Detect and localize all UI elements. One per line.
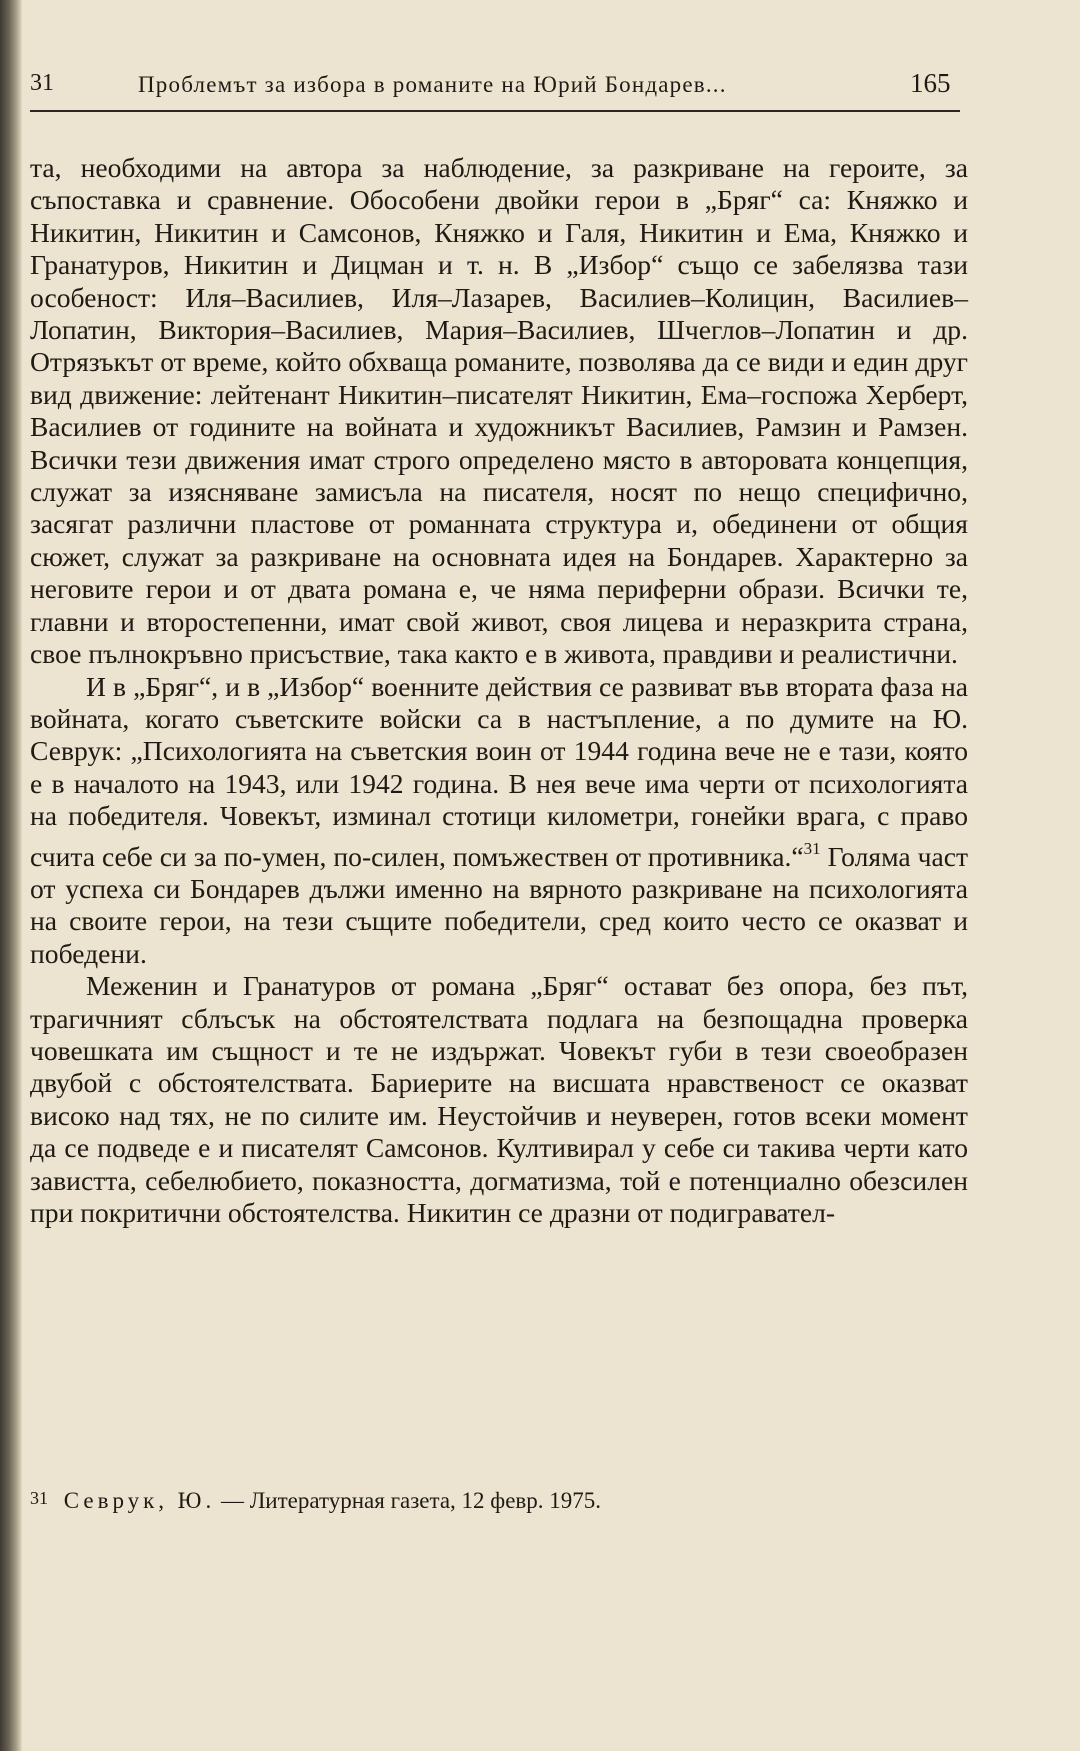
- footnote: [30, 1488, 960, 1514]
- book-page: [30, 0, 1066, 1751]
- body-text: [30, 152, 968, 1229]
- book-spine-shadow: [0, 0, 22, 1751]
- paragraph-1: та, необходими на автора за наблюдение, за разкриване на героите, за съпоставка и сравнение. Обособени двойки герои в „Бряг“ са: Княжко и Никитин, Никитин и Самсонов, Княжко и Галя, Никитин и Ема, Княжко и Гранатуров, Никитин и Дицман и т. н. В „Избор“ също се забелязва тази особеност: Иля–Василиев, Иля–Лазарев, Василиев–Колицин, Василиев–Лопатин, Виктория–Василиев, Мария–Василиев, Шчеглов–Лопатин и др. Отрязъкът от време, който обхваща романите, позволява да се види и един друг вид движение: лейтенант Никитин–писателят Никитин, Ема–госпожа Херберт, Василиев от годините на войната и художникът Василиев, Рамзин и Рамзен. Всички тези движения имат строго определено място в авторовата концепция, служат за изясняване замисъла на писателя, носят по нещо специфично, засягат различни пластове от романната структура и, обединени от общия сюжет, служат за разкриване на основната идея на Бондарев. Характерно за неговите герои и от двата романа е, че няма периферни образи. Всички те, главни и второстепенни, имат свой живот, своя лицева и неразкрита страна, свое пълнокръвно присъствие, така както е в живота, правдиви и реалистични.: [30, 152, 968, 670]
- footnote-reference: 31: [803, 838, 821, 858]
- paragraph-2-continuation: Голяма част от успеха си Бондарев дължи именно на вярното разкриване на психологията на своите герои, на тези същите победители, сред които често се оказват и победени.: [30, 840, 969, 969]
- paragraph-3: Меженин и Гранатуров от романа „Бряг“ остават без опора, без път, трагичният сблъсък на обстоятелствата подлага на безпощадна проверка човешката им същност и те не издържат. Човекът губи в тези своеобразен двубой с обстоятелствата. Бариерите на висшата нравственост се оказват високо над тях, не по силите им. Неустойчив и неуверен, готов всеки момент да се подведе е и писателят Самсонов. Култивирал у себе си такива черти като завистта, себелюбието, показността, догматизма, той е потенциално обезсилен при покритични обстоятелства. Никитин се дразни от подигравател-: [30, 970, 968, 1228]
- footnote-author: Севрук, Ю.: [63, 1488, 216, 1513]
- footnote-number: 31: [30, 1488, 48, 1508]
- footnote-source: — Литературная газета, 12 февр. 1975.: [220, 1488, 602, 1513]
- page-number: 165: [910, 68, 951, 98]
- chapter-number: 31: [30, 70, 54, 96]
- paragraph-2: [30, 671, 968, 971]
- running-header: [30, 62, 1030, 106]
- header-rule: [30, 110, 960, 112]
- running-title: Проблемът за избора в романите на Юрий Бондарев...: [138, 72, 727, 97]
- paragraph-2-text: И в „Бряг“, и в „Избор“ военните действия се развиват във втората фаза на войната, когато съветските войски са в настъпление, а по думите на Ю. Севрук: „Психологията на съветския воин от 1944 година вече не е тази, която е в началото на 1943, или 1942 година. В нея вече има черти от психологията на победителя. Човекът, изминал стотици километри, гонейки врага, с право счита себе си за по-умен, по-силен, помъжествен от противника.“: [30, 670, 968, 872]
